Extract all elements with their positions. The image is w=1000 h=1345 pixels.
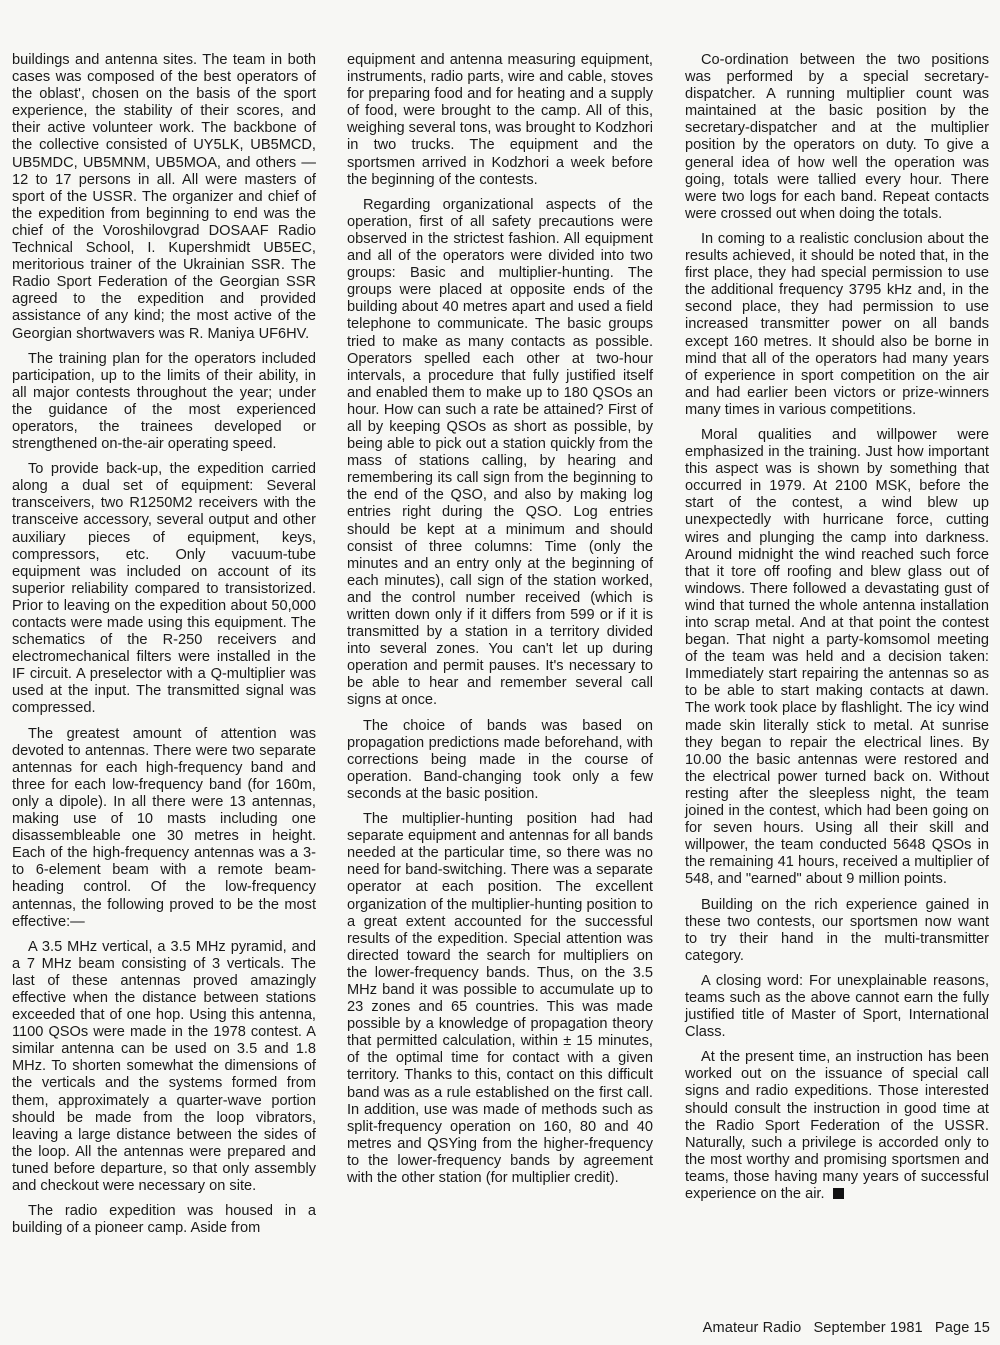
paragraph: The multiplier-hunting position had had separate equipment and antennas for all bands needed at the particular time, so there was no need for band-switching. There was a separate operator at each position. The excellent organization of the multiplier-hunting position to a great extent accounted for the successful results of the expedition. Special attention was directed toward the search for multipliers on the lower-frequency bands. Thus, on the 3.5 MHz band it was possible to accumulate up to 23 zones and 65 countries. This was made possible by a knowledge of propagation theory that permitted calculation, within ± 15 minutes, of the optimal time for contact with a given territory. Thanks to this, contact on this difficult band was as a rule established on the first call. In addition, use was made of methods such as split-frequency operation on 160, 80 and 40 metres and QSYing from the higher-frequency to the lower-frequency bands by agreement with the other station (for multiplier credit). [347, 811, 653, 1186]
issue-date: September 1981 [813, 1320, 923, 1336]
paragraph: A closing word: For unexplainable reasons, teams such as the above cannot earn the fully justified title of Master of Sport, International Class. [685, 972, 989, 1041]
text-column-1 [12, 52, 316, 1245]
paragraph: Building on the rich experience gained in these two contests, our sportsmen now want to try their hand in the multi-transmitter category. [685, 896, 989, 964]
text-column-3 [685, 52, 989, 1211]
final-paragraph [685, 1049, 989, 1203]
paragraph: Co-ordination between the two positions was performed by a special secretary-dispatcher. A running multiplier count was maintained at the basic position by the secretary-dispatcher and at the multiplier position by the operators on duty. To give a general idea of how well the operation was going, totals were tallied every hour. There were two logs for each band. Repeat contacts were crossed out when doing the totals. [685, 52, 989, 222]
magazine-name: Amateur Radio [702, 1320, 802, 1336]
paragraph: Regarding organizational aspects of the operation, first of all safety precautions were observed in the strictest fashion. All equipment and all of the operators were divided into two groups: Basic and multiplier-hunting. The groups were placed at opposite ends of the building about 40 metres apart and used a field telephone to communicate. The basic groups tried to make as many contacts as possible. Operators spelled each other at two-hour intervals, a procedure that fully justified itself and enabled them to make up to 180 QSOs an hour. How can such a rate be attained? First of all by keeping QSOs as short as possible, by being able to pick out a station quickly from the mass of stations calling, by hearing and remembering its call sign from the beginning to the end of the QSO, and also by making log entries right during the QSO. Log entries should be kept at a minimum and should consist of three columns: Time (only the minutes and an entry only at the beginning of each minutes), call sign of the station worked, and the control number received (which is written down only if it differs from 599 or if it is transmitted by a station in a territory divided into several zones. You can't let up during operation and permit pauses. It's necessary to be able to hear and remember several call signs at once. [347, 196, 653, 709]
paragraph: A 3.5 MHz vertical, a 3.5 MHz pyramid, and a 7 MHz beam consisting of 3 verticals. The last of these antennas proved amazingly effective when the distance between stations exceeded that of one hop. Using this antenna, 1100 QSOs were made in the 1978 contest. A similar antenna can be used on 3.5 and 1.8 MHz. To shorten somewhat the dimensions of the verticals and the systems formed from them, approximately a quarter-wave portion should be made from the loop vibrators, leaving a large distance between the sides of the loop. All the antennas were prepared and tuned before departure, so that only assembly and checkout were necessary on site. [12, 938, 316, 1194]
paragraph: equipment and antenna measuring equipment, instruments, radio parts, wire and cable, stoves for preparing food and for heating and a supply of food, were brought to the camp. All of this, weighing several tons, was brought to Kodzhori in two trucks. The equipment and the sportsmen arrived in Kodzhori a week before the beginning of the contests. [347, 52, 653, 188]
paragraph: The choice of bands was based on propagation predictions made beforehand, with corrections being made in the course of operation. Band-changing took only a few seconds at the basic position. [347, 717, 653, 802]
end-of-article-mark [833, 1188, 844, 1199]
paragraph: buildings and antenna sites. The team in both cases was composed of the best operators of the oblast', chosen on the basis of the sport experience, the stability of their scores, and their active volunteer work. The backbone of the collective consisted of UY5LK, UB5MCD, UB5MDC, UB5MNM, UB5MOA, and others — 12 to 17 persons in all. All were masters of sport of the USSR. The organizer and chief of the expedition from beginning to end was the chief of the Voroshilovgrad DOSAAF Radio Technical School, I. Kupershmidt UB5EC, meritorious trainer of the Ukrainian SSR. The Radio Sport Federation of the Georgian SSR agreed to the expedition and provided assistance of any kind; the most active of the Georgian shortwavers was R. Maniya UF6HV. [12, 52, 316, 342]
paragraph: Moral qualities and willpower were emphasized in the training. Just how important this aspect was is shown by something that occurred in 1979. At 2100 MSK, before the start of the contest, a wind blew up unexpectedly with hurricane force, cutting wires and plunging the camp into darkness. Around midnight the wind reached such force that it tore off roofing and blew glass out of windows. There followed a devastating gust of wind that turned the whole antenna installation into scrap metal. And at that point the contest began. That night a party-komsomol meeting of the team was held and a decision taken: Immediately start repairing the antennas so as to be able to start making contacts at dawn. The work took place by flashlight. The icy wind made skin literally stick to metal. At sunrise they began to repair the electrical lines. By 10.00 the basic antennas were restored and the electrical power turned back on. Without resting after the sleepless night, the team joined in the contest, which had been going on for seven hours. Using all their skill and willpower, the team conducted 5648 QSOs in the remaining 41 hours, received a multiplier of 548, and "earned" about 9 million points. [685, 426, 989, 888]
paragraph: To provide back-up, the expedition carried along a dual set of equipment: Several transceivers, two R1250M2 receivers with the transceive accessory, several output and other auxiliary pieces of equipment, keys, compressors, etc. Only vacuum-tube equipment was included on account of its superior reliability compared to transistorized. Prior to leaving on the expedition about 50,000 contacts were made using this equipment. The schematics of the R-250 receivers and electromechanical filters were installed in the IF circuit. A preselector with a Q-multiplier was used at the input. The transmitted signal was compressed. [12, 461, 316, 717]
paragraph: The training plan for the operators included participation, up to the limits of their ability, in all major contests throughout the year; under the guidance of the most experienced operators, the trainees developed or strengthened on-the-air operating speed. [12, 350, 316, 453]
paragraph-text: At the present time, an instruction has been worked out on the issuance of special call signs and radio expeditions. Those interested should consult the instruction in good time at the Radio Sport Federation of the USSR. Naturally, such a privilege is accorded only to the most worthy and promising sportsmen and teams, those having many years of successful experience on the air. [685, 1049, 989, 1202]
page-footer [676, 1320, 990, 1336]
paragraph: In coming to a realistic conclusion about the results achieved, it should be noted that, in the first place, they had special permission to use the additional frequency 3795 kHz and, in the second place, they had permission to use increased transmitter power on all bands except 160 metres. It should also be borne in mind that all of the operators had many years of experience in sport competition on the air and had earlier been victors or prize-winners many times in various competitions. [685, 230, 989, 418]
paragraph: The radio expedition was housed in a building of a pioneer camp. Aside from [12, 1203, 316, 1237]
page-number: Page 15 [934, 1320, 990, 1336]
text-column-2 [347, 52, 653, 1195]
paragraph: The greatest amount of attention was devoted to antennas. There were two separate antennas for each high-frequency band and three for each low-frequency band (for 160m, only a dipole). In all there were 13 antennas, making use of 10 masts including one disassembleable one 30 metres in height. Each of the high-frequency antennas was a 3- to 6-element beam with a remote beam-heading control. Of the low-frequency antennas, the following proved to be the most effective:— [12, 725, 316, 930]
